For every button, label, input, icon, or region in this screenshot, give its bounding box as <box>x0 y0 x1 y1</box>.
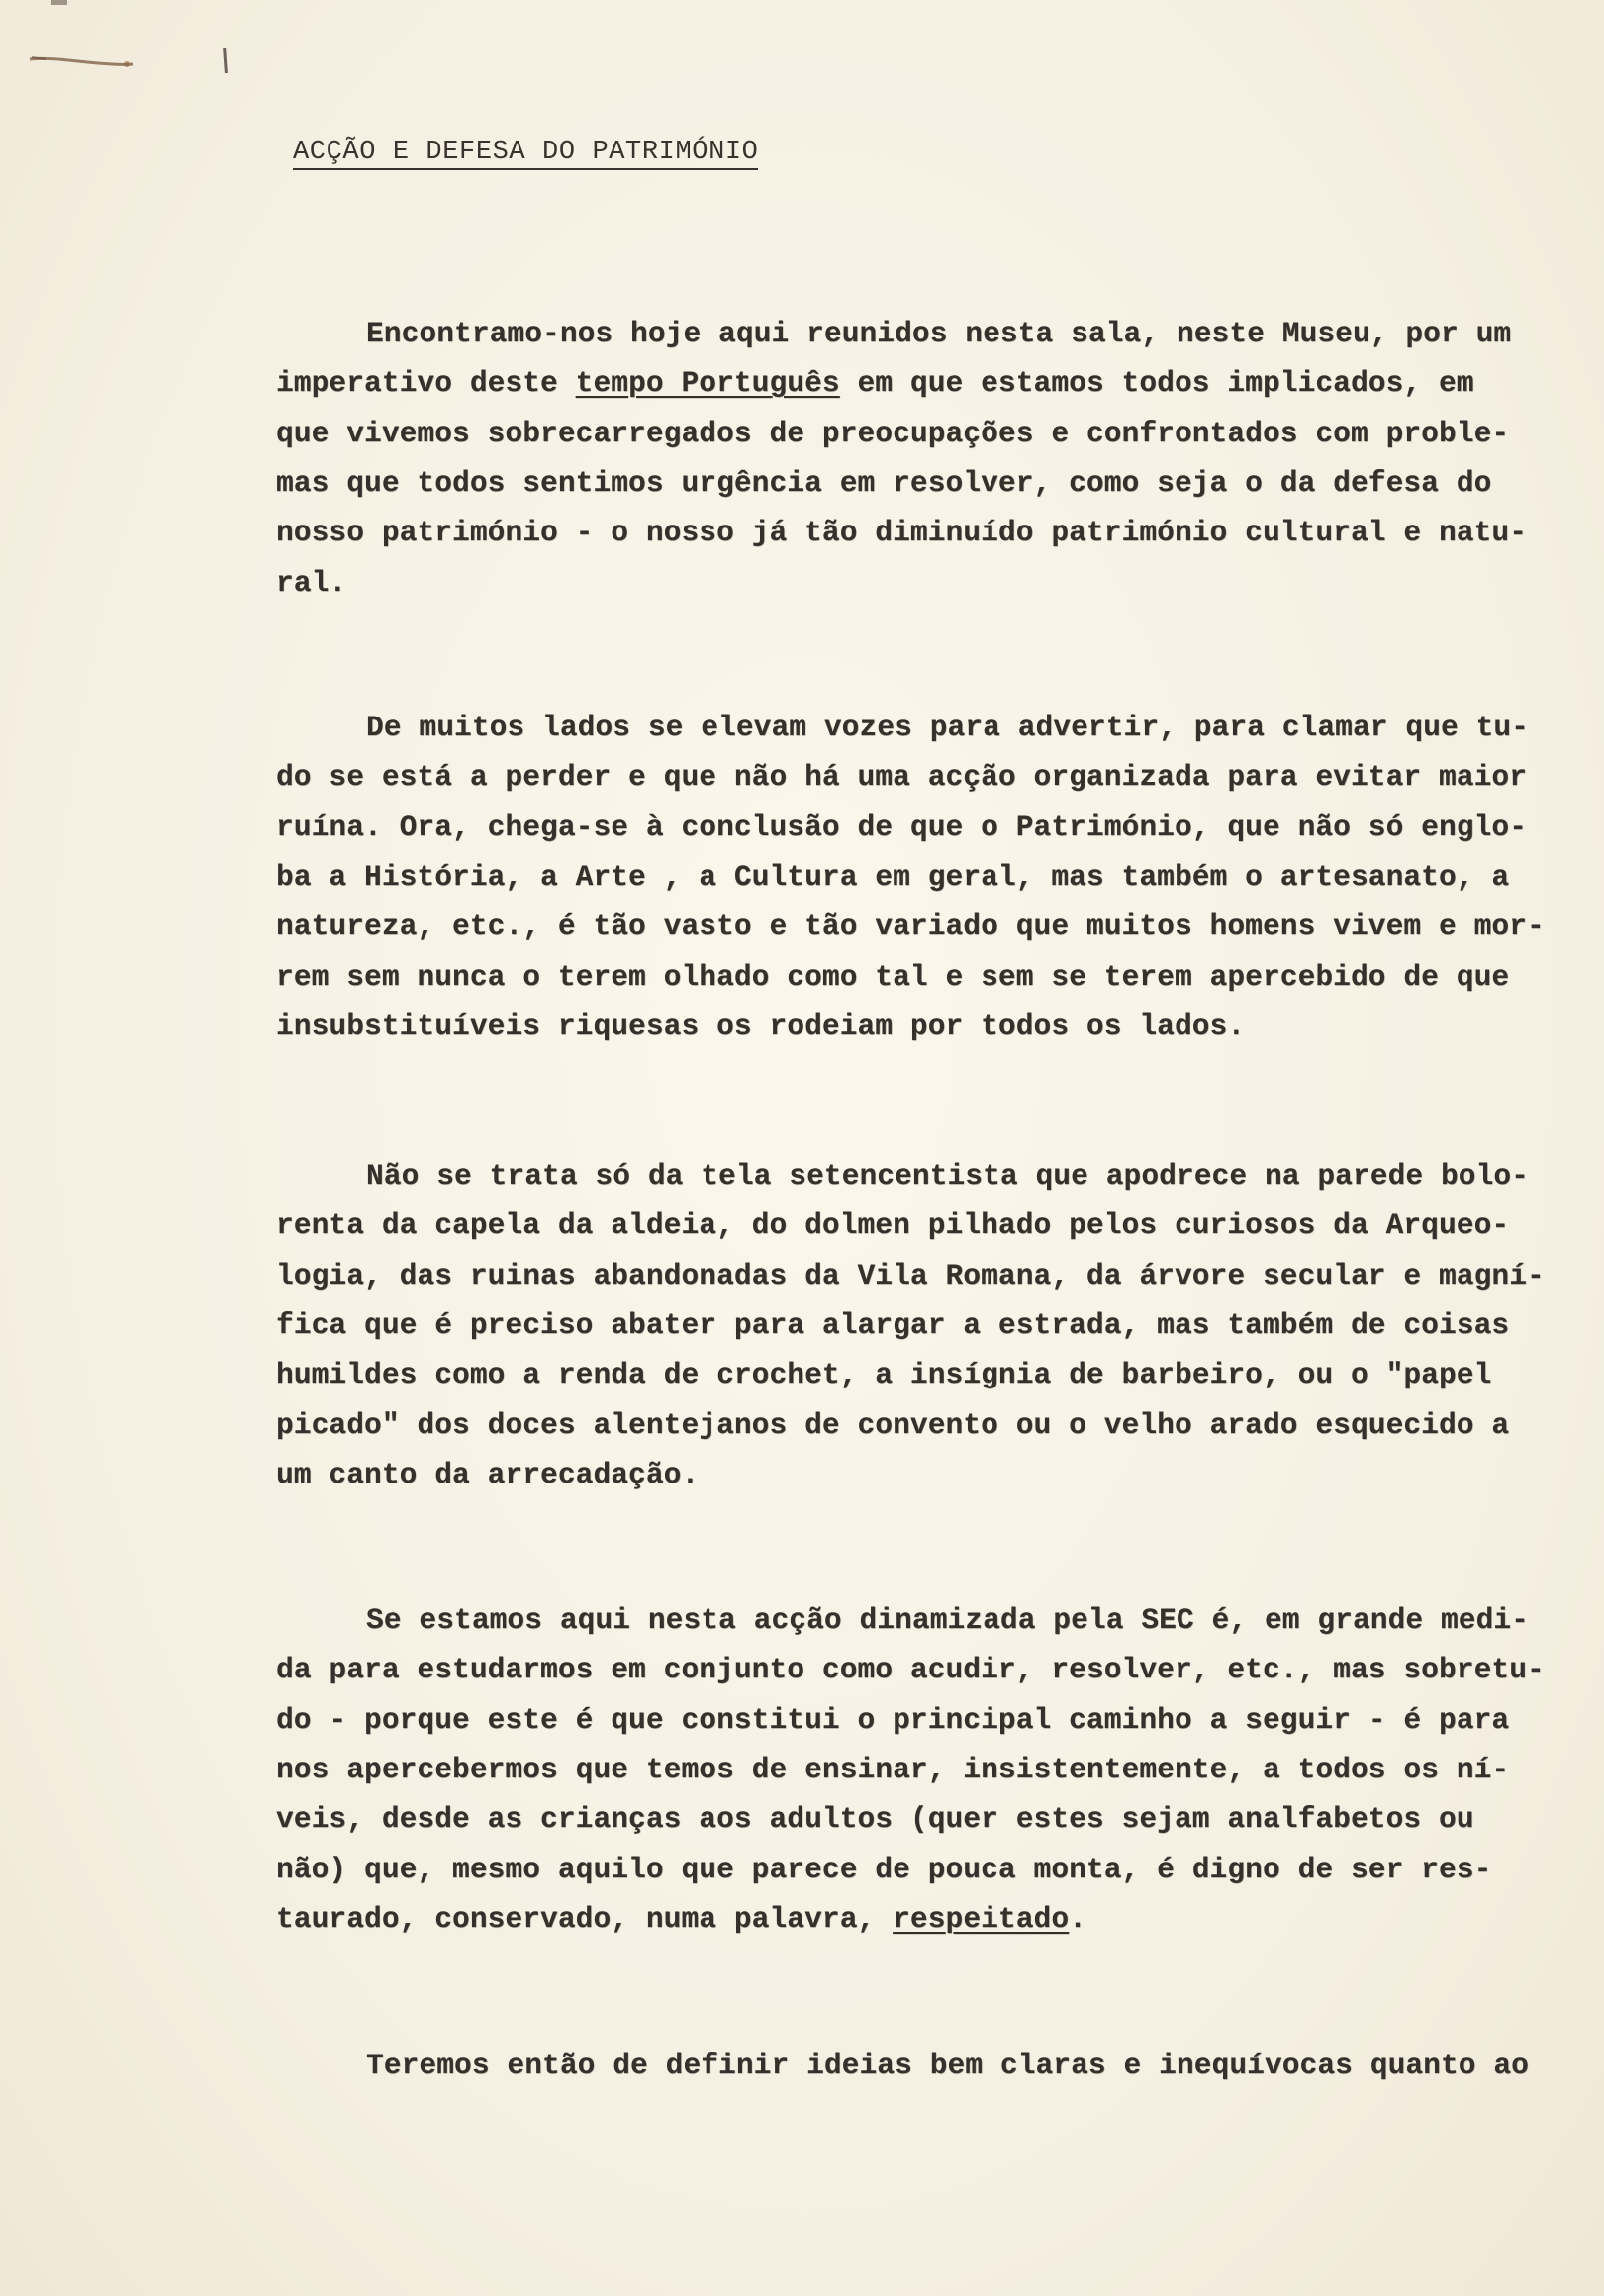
paragraph-1-line-2 <box>276 366 1474 400</box>
line-segment: . <box>1069 1902 1086 1936</box>
paragraph-1-line-6: ral. <box>276 566 347 600</box>
paragraph-5-line-1: Teremos então de definir ideias bem claras e inequívocas quanto ao <box>366 2049 1529 2082</box>
paragraph-2-line-3: ruína. Ora, chega-se à conclusão de que o Património, que não só englo- <box>276 811 1528 844</box>
paragraph-3-line-5: humildes como a renda de crochet, a insígnia de barbeiro, ou o "papel <box>276 1358 1492 1391</box>
paragraph-4-line-4: nos apercebermos que temos de ensinar, insistentemente, a todos os ní- <box>276 1753 1510 1786</box>
paragraph-2-line-2: do se está a perder e que não há uma acção organizada para evitar maior <box>276 760 1528 794</box>
line-segment: em que estamos todos implicados, em <box>839 366 1474 400</box>
underlined-phrase: tempo Português <box>575 366 840 400</box>
paragraph-3-line-7: um canto da arrecadação. <box>276 1458 700 1491</box>
rust-stain-mark <box>28 51 137 69</box>
paragraph-2-line-1: De muitos lados se elevam vozes para advertir, para clamar que tu- <box>366 711 1529 744</box>
paragraph-4-line-1: Se estamos aqui nesta acção dinamizada pela SEC é, em grande medi- <box>366 1603 1529 1637</box>
paragraph-3-line-3: logia, das ruinas abandonadas da Vila Romana, da árvore secular e magní- <box>276 1259 1545 1292</box>
underlined-phrase: respeitado <box>893 1902 1070 1936</box>
pencil-tick-mark <box>223 48 228 73</box>
paragraph-1-line-4: mas que todos sentimos urgência em resolver, como seja o da defesa do <box>276 466 1492 500</box>
paragraph-2-line-7: insubstituíveis riquesas os rodeiam por todos os lados. <box>276 1009 1246 1043</box>
paragraph-2-line-5: natureza, etc., é tão vasto e tão variado que muitos homens vivem e mor- <box>276 909 1545 943</box>
document-title: ACÇÃO E DEFESA DO PATRIMÓNIO <box>293 137 758 170</box>
paragraph-4-line-3: do - porque este é que constitui o principal caminho a seguir - é para <box>276 1703 1510 1737</box>
paragraph-4-line-2: da para estudarmos em conjunto como acudir, resolver, etc., mas sobretu- <box>276 1653 1545 1686</box>
paragraph-4-line-7 <box>276 1902 1086 1936</box>
paragraph-3-line-4: fica que é preciso abater para alargar a estrada, mas também de coisas <box>276 1308 1510 1342</box>
paragraph-4-line-5: veis, desde as crianças aos adultos (quer estes sejam analfabetos ou <box>276 1802 1474 1836</box>
line-segment: imperativo deste <box>276 366 576 400</box>
paragraph-1-line-5: nosso património - o nosso já tão diminuído património cultural e natu- <box>276 516 1528 549</box>
paragraph-3-line-6: picado" dos doces alentejanos de convento ou o velho arado esquecido a <box>276 1408 1510 1442</box>
paragraph-3-line-2: renta da capela da aldeia, do dolmen pilhado pelos curiosos da Arqueo- <box>276 1208 1510 1242</box>
edge-mark <box>51 0 67 5</box>
paragraph-3-line-1: Não se trata só da tela setencentista que apodrece na parede bolo- <box>366 1159 1529 1193</box>
paragraph-1-line-1: Encontramo-nos hoje aqui reunidos nesta sala, neste Museu, por um <box>366 317 1512 350</box>
paragraph-1-line-3: que vivemos sobrecarregados de preocupações e confrontados com proble- <box>276 417 1510 450</box>
paragraph-4-line-6: não) que, mesmo aquilo que parece de pouca monta, é digno de ser res- <box>276 1853 1492 1886</box>
paragraph-2-line-6: rem sem nunca o terem olhado como tal e sem se terem apercebido de que <box>276 960 1510 994</box>
paragraph-2-line-4: ba a História, a Arte , a Cultura em geral, mas também o artesanato, a <box>276 860 1510 894</box>
line-segment: taurado, conservado, numa palavra, <box>276 1902 894 1936</box>
